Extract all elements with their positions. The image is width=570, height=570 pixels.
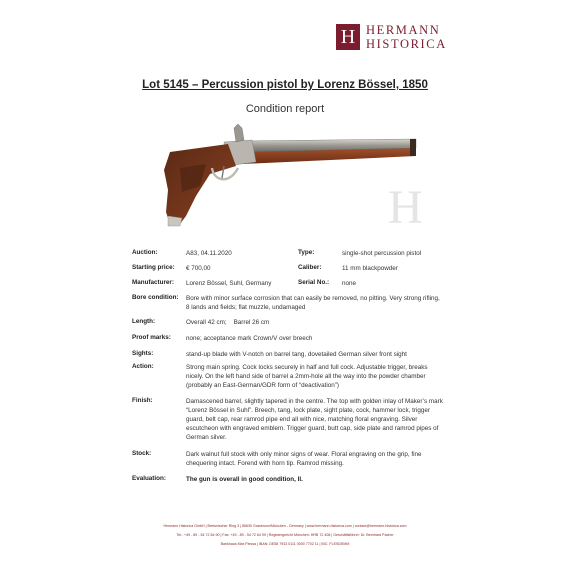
starting-price-label: Starting price: xyxy=(132,264,175,271)
lot-title: Lot 5145 – Percussion pistol by Lorenz Bössel, 1850 xyxy=(142,79,428,91)
bore-condition-value: Bore with minor surface corrosion that can easily be removed, no pitting. Very strong rifling, 8 lands and fields; flat muzzle, undamaged xyxy=(186,295,440,311)
manufacturer-value: Lorenz Bössel, Suhl, Germany xyxy=(186,280,272,287)
length-value: Overall 42 cm; Barrel 26 cm xyxy=(186,319,270,326)
evaluation-label: Evaluation: xyxy=(132,475,166,482)
auction-value: A83, 04.11.2020 xyxy=(186,250,232,257)
pistol-image xyxy=(140,120,430,230)
action-value: Strong main spring. Cock locks securely in half and full cock. Adjustable trigger, breaks nicely. On the left hand side of barrel a 2mm-hole all the way into the powder chamber (probably an East-German/GDR form of “deactivation”) xyxy=(186,364,428,389)
hermann-historica-logo xyxy=(336,24,476,54)
finish-label: Finish: xyxy=(132,397,153,404)
bore-condition-label: Bore condition: xyxy=(132,294,179,301)
logo-text-line2: HISTORICA xyxy=(366,37,447,51)
serial-label: Serial No.: xyxy=(298,279,330,286)
manufacturer-label: Manufacturer: xyxy=(132,279,174,286)
finish-value: Damascened barrel, slightly tapered in the centre. The top with golden inlay of Maker’s mark “Lorenz Bössel in Suhl”. Breech, tang, lock plate, sight plate, cock, hammer lock, trigger guard, belt cap, rear ramrod pipe end all with nice, matching floral engraving. Silver escutcheon with engraved emblem. Trigger guard, butt cap, side plate and ramrod pipes of German silver. xyxy=(186,398,443,441)
stock-label: Stock: xyxy=(132,450,152,457)
proof-marks-label: Proof marks: xyxy=(132,334,171,341)
caliber-label: Caliber: xyxy=(298,264,322,271)
logo-mark: H xyxy=(336,24,360,50)
serial-value: none xyxy=(342,280,357,287)
proof-marks-value: none; acceptance mark Crown/V over breech xyxy=(186,335,313,342)
footer-contact-line: Tel.: +49 - 89 - 54 72 64 90 | Fax: +49 - 89 - 54 72 64 99 | Registergericht München: HRB 72 408 | Geschäftsführer: Dr. Bernhard Pacher xyxy=(176,533,394,537)
caliber-value: 11 mm blackpowder xyxy=(342,265,398,272)
footer-bank-line: Bankhaus Max Flessa | IBAN: DE58 7933 0111 0000 7702 11 | BIC: FLESDEMM xyxy=(220,542,350,546)
type-label: Type: xyxy=(298,249,315,256)
logo-text-line1: HERMANN xyxy=(366,23,441,37)
sights-label: Sights: xyxy=(132,350,154,357)
length-label: Length: xyxy=(132,318,156,325)
report-subtitle: Condition report xyxy=(245,103,325,115)
auction-label: Auction: xyxy=(132,249,158,256)
evaluation-value: The gun is overall in good condition, II. xyxy=(186,476,303,483)
action-label: Action: xyxy=(132,363,154,370)
footer-address-line: Hermann Historica GmbH | Bretonischer Ring 3 | 85630 Grasbrunn/München - Germany | www.hermann-historica.com | contact@hermann-historica.com xyxy=(163,524,407,528)
type-value: single-shot percussion pistol xyxy=(342,250,422,257)
starting-price-value: € 700,00 xyxy=(186,265,211,272)
stock-value: Dark walnut full stock with only minor signs of wear. Floral engraving on the grip, fine chequering intact. Forend with horn tip. Ramrod missing. xyxy=(186,451,422,467)
sights-value: stand-up blade with V-notch on barrel tang, dovetailed German silver front sight xyxy=(186,351,407,358)
watermark-letter: H xyxy=(388,181,423,234)
